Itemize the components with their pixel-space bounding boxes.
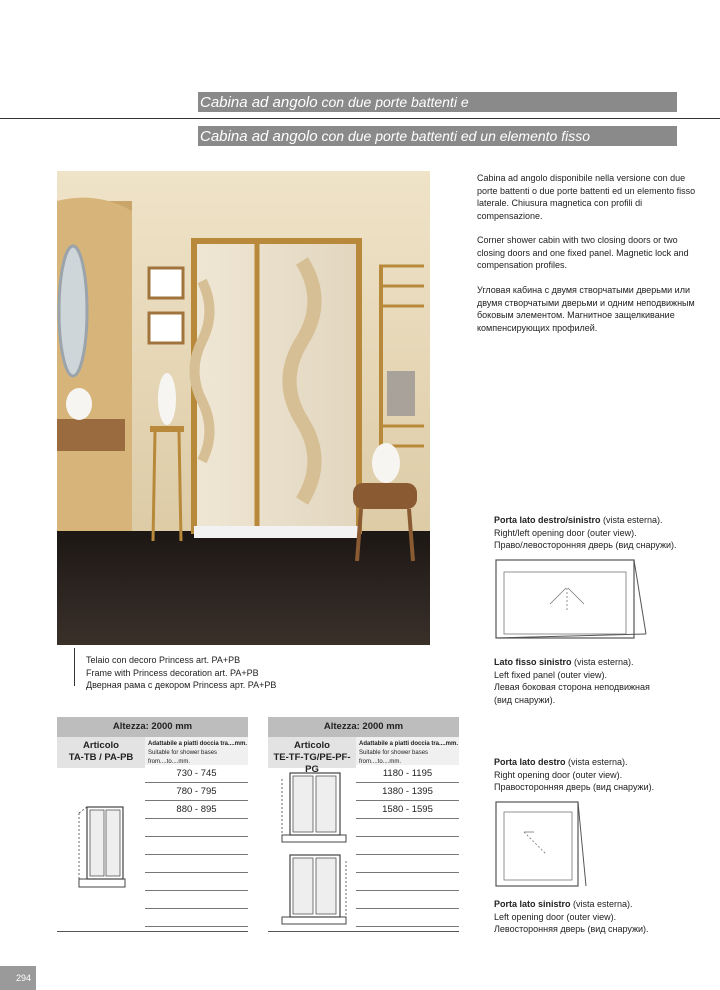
table1-height: Altezza: 2000 mm [57, 717, 248, 737]
header-line2-bold: Cabina ad angolo [200, 128, 318, 145]
size-row: 780 - 795 [145, 783, 248, 801]
diagram-door-right [494, 800, 594, 895]
photo-caption-ru: Дверная рама с декором Princess арт. PA+PB [86, 680, 277, 690]
size-row: 730 - 745 [145, 765, 248, 783]
size-row: 880 - 895 [145, 801, 248, 819]
size-row: 1180 - 1195 [356, 765, 459, 783]
caption-fixed-left-it: (vista esterna). [571, 657, 634, 667]
header-divider [0, 118, 720, 119]
size-row [356, 819, 459, 837]
table2-height: Altezza: 2000 mm [268, 717, 459, 737]
header-line1-rest: con due porte battenti e [317, 94, 469, 110]
caption-door-rl-it: (vista esterna). [600, 515, 663, 525]
caption-door-left [494, 898, 709, 936]
size-row [356, 909, 459, 927]
size-row [145, 819, 248, 837]
caption-marker-line [74, 648, 75, 686]
size-row [356, 873, 459, 891]
header-line2-rest: con due porte battenti ed un elemento fisso [317, 128, 591, 144]
caption-door-left-it: (vista esterna). [570, 899, 633, 909]
size-row [356, 837, 459, 855]
photo-caption-it: Telaio con decoro Princess art. PA+PB [86, 655, 241, 665]
table2-fit-it: Adattabile a piatti doccia tra....mm. [359, 741, 459, 747]
caption-door-rl-en: Right/left opening door (outer view). [494, 527, 637, 538]
size-row [145, 837, 248, 855]
description-en: Corner shower cabin with two closing doors or two closing doors and one fixed panel. Magnetic lock and compensation profiles. [477, 235, 689, 270]
size-row [356, 891, 459, 909]
size-row [356, 855, 459, 873]
table2-cabin-drawings [276, 771, 354, 931]
description-it: Cabina ad angolo disponibile nella versione con due porte battenti o due porte battenti ed un elemento fisso laterale. Chiusura magnetica con profili di compensazione. [477, 173, 696, 221]
caption-door-right [494, 756, 709, 794]
table1-fit-cell [145, 737, 248, 765]
size-row [145, 855, 248, 873]
caption-fixed-left [494, 656, 709, 706]
size-row: 1580 - 1595 [356, 801, 459, 819]
caption-fixed-left-ru: Левая боковая сторона неподвижная [494, 682, 650, 692]
caption-door-rl-ru: Право/левосторонняя дверь (вид снаружи). [494, 540, 677, 550]
photo-caption [86, 654, 406, 692]
table2-fit-en: Suitable for shower bases from....to....mm. [359, 750, 429, 765]
caption-door-left-ru: Левосторонняя дверь (вид снаружи). [494, 924, 649, 934]
table2-article-label: Articolo [294, 740, 330, 751]
size-row [145, 891, 248, 909]
page-number: 294 [0, 966, 36, 990]
caption-door-rl [494, 514, 709, 552]
header-bar-2 [198, 126, 677, 146]
size-table-1 [57, 717, 248, 933]
caption-door-right-it: (vista esterna). [565, 757, 628, 767]
table2-article-code: TE-TF-TG/PE-PF-PG [273, 752, 351, 775]
caption-door-right-en: Right opening door (outer view). [494, 769, 623, 780]
diagram-door-rl [494, 558, 654, 648]
size-table-2 [268, 717, 459, 933]
header-line1-bold: Cabina ad angolo [200, 94, 318, 111]
table1-cabin-drawing [75, 803, 135, 893]
table1-article-code: TA-TB / PA-PB [68, 752, 134, 763]
size-row [145, 909, 248, 927]
caption-door-left-bold: Porta lato sinistro [494, 899, 571, 909]
caption-door-right-ru: Правосторонняя дверь (вид снаружи). [494, 782, 655, 792]
header-bar-1 [198, 92, 677, 112]
caption-fixed-left-en: Left fixed panel (outer view). [494, 669, 608, 680]
caption-door-right-bold: Porta lato destro [494, 757, 566, 767]
size-row [145, 873, 248, 891]
table2-bottom-rule [268, 931, 459, 932]
table1-fit-en: Suitable for shower bases from....to....mm. [148, 750, 218, 765]
caption-door-rl-bold: Porta lato destro/sinistro [494, 515, 601, 525]
table2-fit-cell [356, 737, 459, 765]
bathroom-photo-illustration [57, 171, 430, 645]
caption-door-left-en: Left opening door (outer view). [494, 911, 617, 922]
caption-fixed-left-bold: Lato fisso sinistro [494, 657, 572, 667]
photo-caption-en: Frame with Princess decoration art. PA+PB [86, 667, 259, 678]
table2-article-cell [268, 737, 356, 775]
table1-article-cell [57, 737, 145, 768]
table1-bottom-rule [57, 931, 248, 932]
table1-article-label: Articolo [83, 740, 119, 751]
product-photo [57, 171, 430, 645]
description-ru: Угловая кабина с двумя створчатыми дверьми или двумя створчатыми дверьми и одним неподвижным боковым элементом. Магнитное защелкивание компенсирующих профилей. [477, 285, 695, 333]
size-row: 1380 - 1395 [356, 783, 459, 801]
table1-fit-it: Adattabile a piatti doccia tra....mm. [148, 741, 248, 747]
caption-fixed-left-ru2: (вид снаружи). [494, 694, 556, 705]
